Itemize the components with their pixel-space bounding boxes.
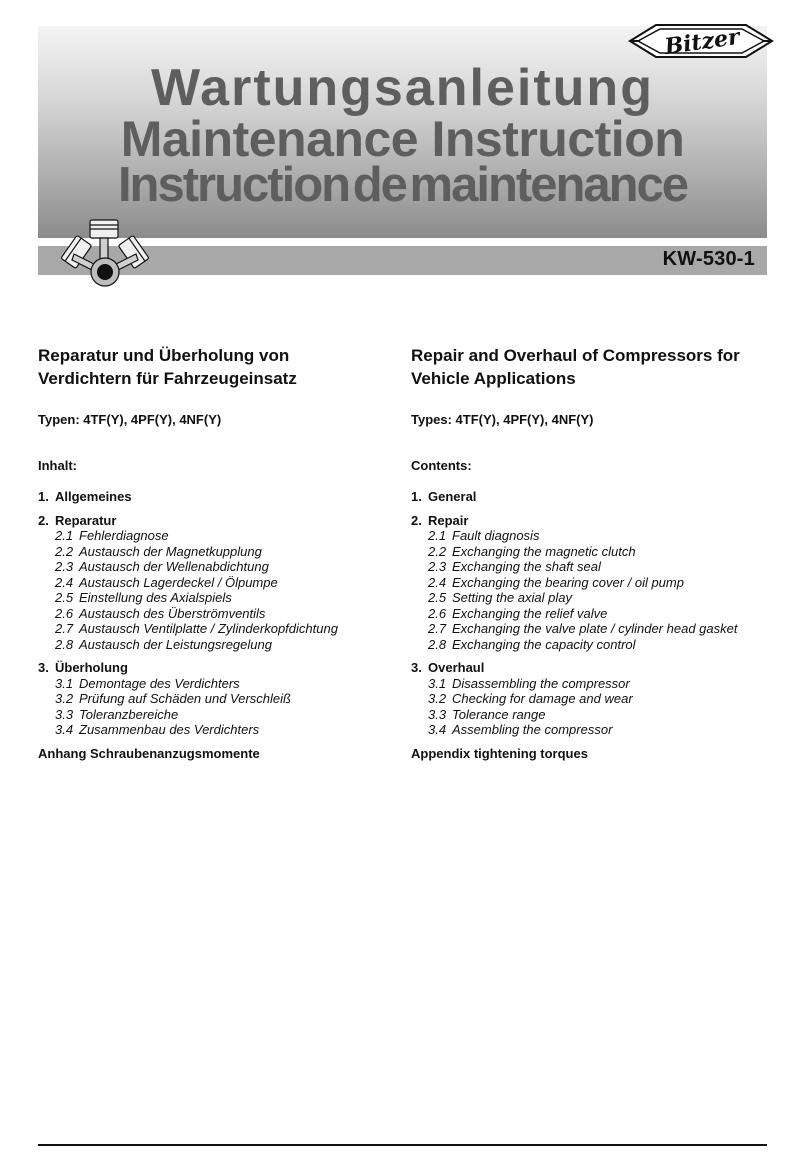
toc-subitem <box>411 559 791 575</box>
toc-subitem-label: Austausch Ventilplatte / Zylinderkopfdichtung <box>79 621 338 636</box>
toc-section-title <box>38 489 418 505</box>
toc-section <box>411 513 791 653</box>
toc-subitem <box>38 707 418 723</box>
toc-subitem-number: 2.8 <box>55 636 74 652</box>
toc-subitem <box>411 722 791 738</box>
title-english: Maintenance Instruction <box>120 111 685 167</box>
toc-section-title <box>38 660 418 676</box>
german-heading <box>38 344 418 390</box>
toc-section-number: 2. <box>411 512 422 528</box>
german-types: Typen: 4TF(Y), 4PF(Y), 4NF(Y) <box>38 412 222 427</box>
toc-section-number: 1. <box>38 489 49 504</box>
toc-subitem-number: 3.4 <box>428 722 447 737</box>
german-column <box>38 344 418 761</box>
toc-subitem <box>38 544 418 560</box>
toc-subitem-label: Austausch Lagerdeckel / Ölpumpe <box>79 574 278 590</box>
english-table-of-contents <box>411 489 791 761</box>
toc-subitem-label: Austausch der Magnetkupplung <box>79 543 262 559</box>
english-column <box>411 344 791 761</box>
toc-subitem-label: Toleranzbereiche <box>79 706 179 722</box>
toc-subitem-number: 3.3 <box>428 706 447 722</box>
toc-section <box>411 660 791 738</box>
toc-subitem-number: 2.5 <box>55 590 74 605</box>
toc-section-label: Overhaul <box>428 660 485 675</box>
svg-text:Bitzer: Bitzer <box>663 23 742 61</box>
bitzer-logo <box>628 19 774 63</box>
toc-subitem-number: 2.2 <box>55 543 74 559</box>
toc-section-number: 2. <box>38 512 49 528</box>
toc-section-number: 3. <box>38 660 49 675</box>
toc-subitem-label: Disassembling the compressor <box>452 675 630 691</box>
english-heading-line2: Vehicle Applications <box>411 369 576 388</box>
english-contents-label: Contents: <box>411 458 472 473</box>
toc-section <box>411 489 791 505</box>
toc-section-label: Repair <box>428 512 469 528</box>
toc-appendix: Appendix tightening torques <box>411 745 588 761</box>
toc-subitem-number: 2.2 <box>428 543 447 559</box>
toc-subitem <box>411 621 791 637</box>
german-contents-label: Inhalt: <box>38 458 77 473</box>
toc-appendix: Anhang Schraubenanzugsmomente <box>38 745 260 761</box>
toc-subitem <box>38 637 418 653</box>
toc-subitem-number: 2.8 <box>428 636 447 652</box>
toc-subitem-label: Austausch der Leistungsregelung <box>79 636 272 652</box>
toc-subitem-number: 2.4 <box>55 574 74 590</box>
footer-rule <box>38 1144 767 1146</box>
toc-subitem-number: 2.6 <box>55 605 74 621</box>
toc-subitem-label: Tolerance range <box>452 706 546 722</box>
toc-subitem-label: Prüfung auf Schäden und Verschleiß <box>79 691 291 706</box>
toc-section-number: 1. <box>411 489 422 504</box>
toc-section-title <box>411 660 791 676</box>
toc-subitem-number: 3.3 <box>55 706 74 722</box>
toc-subitem-label: Fault diagnosis <box>452 528 540 543</box>
toc-section <box>38 513 418 653</box>
toc-subitem-label: Setting the axial play <box>452 590 572 605</box>
toc-subitem-label: Einstellung des Axialspiels <box>79 590 232 605</box>
toc-section-label: Überholung <box>55 660 128 675</box>
toc-section <box>38 660 418 738</box>
toc-subitem-number: 2.3 <box>55 559 74 574</box>
compressor-piston-icon <box>50 214 160 296</box>
toc-subitem-number: 3.1 <box>428 675 447 691</box>
toc-subitem <box>411 544 791 560</box>
toc-subitem-number: 2.1 <box>55 528 74 543</box>
toc-subitem <box>38 590 418 606</box>
toc-subitem-label: Demontage des Verdichters <box>79 675 240 691</box>
toc-subitem <box>38 691 418 707</box>
toc-subitem <box>38 676 418 692</box>
document-code: KW-530-1 <box>662 248 755 270</box>
toc-section-label: Allgemeines <box>55 489 132 504</box>
toc-section-title <box>411 513 791 529</box>
toc-subitem <box>38 559 418 575</box>
toc-subitem-label: Austausch des Überströmventils <box>79 605 266 621</box>
toc-subitem-number: 2.6 <box>428 605 447 621</box>
toc-subitem <box>411 590 791 606</box>
toc-subitem-label: Exchanging the bearing cover / oil pump <box>452 574 684 590</box>
german-heading-line2: Verdichtern für Fahrzeugeinsatz <box>38 369 297 388</box>
toc-subitem <box>411 707 791 723</box>
toc-subitem-number: 3.2 <box>55 691 74 706</box>
toc-subitem <box>411 575 791 591</box>
toc-subitem <box>38 575 418 591</box>
german-heading-line1: Reparatur und Überholung von <box>38 346 290 365</box>
english-types: Types: 4TF(Y), 4PF(Y), 4NF(Y) <box>411 412 594 427</box>
title-french: Instruction de maintenance <box>117 158 688 212</box>
toc-subitem-label: Exchanging the magnetic clutch <box>452 543 636 559</box>
toc-subitem-number: 2.7 <box>55 621 74 636</box>
toc-section-label: Reparatur <box>55 512 117 528</box>
toc-subitem-number: 3.4 <box>55 722 74 737</box>
toc-subitem <box>411 691 791 707</box>
toc-subitem-label: Austausch der Wellenabdichtung <box>79 559 269 574</box>
toc-subitem-label: Checking for damage and wear <box>452 691 633 706</box>
toc-subitem <box>411 637 791 653</box>
toc-subitem <box>411 528 791 544</box>
toc-subitem-label: Zusammenbau des Verdichters <box>79 722 260 737</box>
toc-subitem <box>411 676 791 692</box>
toc-subitem-number: 2.7 <box>428 621 447 636</box>
toc-section <box>38 489 418 505</box>
english-heading <box>411 344 791 390</box>
toc-subitem-number: 2.4 <box>428 574 447 590</box>
toc-section-title <box>411 489 791 505</box>
german-table-of-contents <box>38 489 418 761</box>
toc-subitem <box>38 621 418 637</box>
toc-subitem-label: Exchanging the valve plate / cylinder head gasket <box>452 621 738 636</box>
toc-subitem-label: Exchanging the relief valve <box>452 605 608 621</box>
toc-subitem <box>411 606 791 622</box>
toc-section-number: 3. <box>411 660 422 675</box>
toc-subitem <box>38 722 418 738</box>
toc-section-label: General <box>428 489 477 504</box>
toc-subitem <box>38 528 418 544</box>
title-german: Wartungsanleitung <box>151 59 654 117</box>
toc-subitem-label: Exchanging the shaft seal <box>452 559 601 574</box>
toc-subitem-number: 2.5 <box>428 590 447 605</box>
toc-subitem <box>38 606 418 622</box>
toc-subitem-label: Fehlerdiagnose <box>79 528 169 543</box>
toc-subitem-number: 3.1 <box>55 675 74 691</box>
toc-section-title <box>38 513 418 529</box>
toc-subitem-number: 2.1 <box>428 528 447 543</box>
toc-subitem-label: Assembling the compressor <box>452 722 613 737</box>
toc-subitem-number: 3.2 <box>428 691 447 706</box>
toc-subitem-label: Exchanging the capacity control <box>452 636 636 652</box>
toc-subitem-number: 2.3 <box>428 559 447 574</box>
english-heading-line1: Repair and Overhaul of Compressors for <box>411 346 740 365</box>
